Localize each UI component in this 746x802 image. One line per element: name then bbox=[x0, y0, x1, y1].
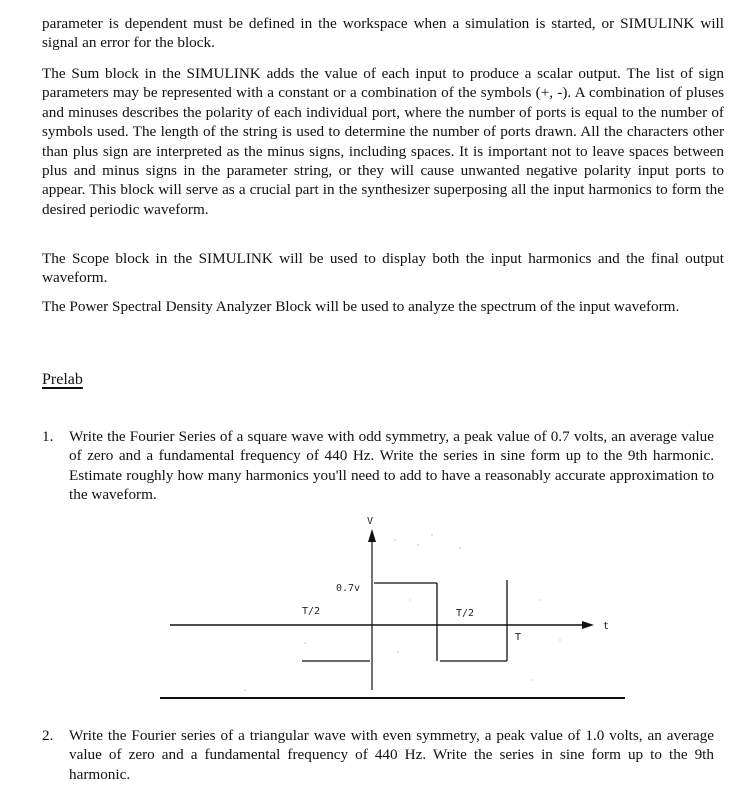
question-text: Write the Fourier Series of a square wave with odd symmetry, a peak value of 0.7 volts, an average value of zero and a fundamental frequency of 440 Hz. Write the series in sine form up to the 9th harmonic. Estimate roughly how many harmonics you'll need to add to have a reasonably accurate approximation to the waveform. bbox=[69, 428, 714, 504]
scan-noise bbox=[244, 534, 560, 690]
amplitude-label: 0.7v bbox=[336, 583, 361, 594]
half-period-label-left: T/2 bbox=[302, 606, 321, 617]
voltage-axis bbox=[368, 529, 376, 690]
half-period-label-right: T/2 bbox=[456, 608, 475, 619]
arrow-up-icon bbox=[368, 529, 376, 542]
time-axis bbox=[170, 621, 594, 629]
period-label: T bbox=[515, 632, 522, 643]
paragraph-psd-block: The Power Spectral Density Analyzer Block will be used to analyze the spectrum of the input waveform. bbox=[42, 298, 680, 315]
paragraph-workspace-note: parameter is dependent must be defined in the workspace when a simulation is started, or SIMULINK will signal an error for the block. bbox=[42, 15, 724, 52]
question-number: 1. bbox=[42, 428, 54, 445]
paragraph-scope-block: The Scope block in the SIMULINK will be used to display both the input harmonics and the final output waveform. bbox=[42, 250, 724, 287]
question-number: 2. bbox=[42, 727, 54, 744]
y-axis-label: V bbox=[367, 516, 374, 527]
x-axis-label: t bbox=[603, 621, 610, 632]
square-wave-trace bbox=[302, 580, 507, 661]
section-heading-prelab: Prelab bbox=[42, 371, 83, 388]
question-text: Write the Fourier series of a triangular wave with even symmetry, a peak value of 1.0 volts, an average value of zero and a fundamental frequency of 440 Hz. Write the series in sine form up to the 9th harmonic. bbox=[69, 727, 714, 783]
paragraph-sum-block: The Sum block in the SIMULINK adds the value of each input to produce a scalar output. The list of sign parameters may be represented with a constant or a combination of the symbols (+, -). A combination of pluses and minuses describes the polarity of each individual port, where the number of ports is equal to the number of symbols used. The length of the string is used to determine the number of ports drawn. All the characters other than plus sign are interpreted as the minus signs, including spaces. It is important not to leave spaces between plus and minus signs in the parameter string, or they will cause unwanted negative polarity input ports to appear. This block will serve as a crucial part in the synthesizer superposing all the input harmonics to form the desired periodic waveform. bbox=[42, 65, 724, 218]
arrow-right-icon bbox=[582, 621, 594, 629]
